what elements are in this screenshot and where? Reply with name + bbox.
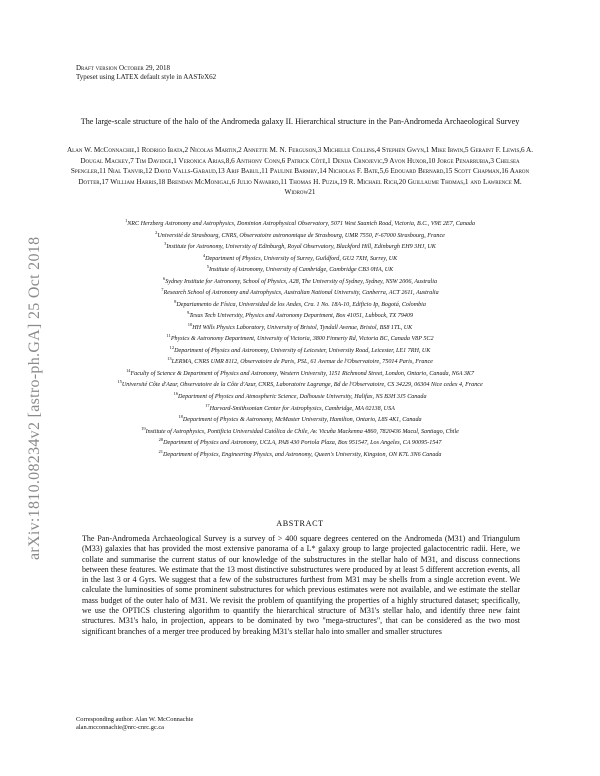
abstract-heading: ABSTRACT	[276, 519, 324, 528]
affiliation-number: 20	[158, 437, 164, 443]
affiliation-text: Department of Physics and Atmospheric Science, Dalhousie University, Halifax, NS B3H 3J5 Canada	[177, 394, 427, 400]
affiliation-text: Departamento de Física, Universidad de los Andes, Cra. 1 No. 18A-10, Edificio Ip, Bogotá, Colombia	[176, 301, 426, 308]
affiliation-number: 19	[141, 425, 146, 431]
typeset-line: Typeset using LATEX default style in AASTeX62	[76, 73, 217, 81]
author-email[interactable]: alan.mcconnachie@nrc-cnrc.gc.ca	[76, 724, 165, 732]
affiliation-item	[68, 378, 532, 390]
draft-line	[76, 64, 216, 73]
affiliation-text: Research School of Astronomy and Astrophysics, Australian National University, Canberra, ACT 2611, Australia	[163, 290, 439, 297]
affiliation-number: 6	[162, 275, 166, 281]
affiliation-item	[68, 425, 532, 437]
affiliation-text: Harvard-Smithsonian Center for Astrophysics, Cambridge, MA 02138, USA	[209, 405, 395, 412]
draft-date: October 29, 2018	[119, 64, 170, 72]
affiliation-text: Institute of Astronomy, University of Cambridge, Cambridge CB3 0HA, UK	[209, 267, 394, 274]
affiliation-item	[68, 436, 532, 448]
affiliation-item	[68, 229, 532, 241]
affiliation-number: 4	[202, 252, 206, 258]
affiliation-number: 10	[187, 321, 193, 327]
affiliation-number: 8	[174, 298, 177, 304]
affiliation-text: NRC Herzberg Astronomy and Astrophysics, Dominion Astrophysical Observatory, 5071 West Saanich Road, Victoria, B.C., V9E 2E7, Canada	[127, 221, 476, 228]
affiliation-text: Institute for Astronomy, University of Edinburgh, Royal Observatory, Blackford Hill, Edinburgh EH9 3HJ, UK	[166, 244, 436, 251]
affiliation-number: 11	[166, 333, 171, 339]
affiliation-text: Faculty of Science & Department of Physics and Astronomy, Western University, 1151 Richmond Street, London, Ontario, Canada, N6A 3K7	[130, 370, 475, 377]
affiliation-number: 15	[117, 379, 122, 385]
affiliation-number: 16	[173, 390, 178, 396]
arxiv-stamp: arXiv:1810.08234v2 [astro-ph.GA] 25 Oct 2018	[26, 236, 43, 560]
affiliation-item	[68, 298, 532, 310]
paper-title: The large-scale structure of the halo of the Andromeda galaxy II. Hierarchical structure in the Pan-Andromeda Archaeological Survey	[80, 117, 520, 126]
abstract-body: The Pan-Andromeda Archaeological Survey is a survey of > 400 square degrees centered on the Andromeda (M31) and Triangulum (M33) galaxies that has provided the most extensive panorama of a L* galaxy group to large projected galactocentric radii. Here, we collate and summarise the current status of our knowledge of the substructures in the stellar halo of M31, and discuss connections between these features. We estimate that the 13 most distinctive substructures were produced by at least 5 different accretion events, all in the last 3 or 4 Gyrs. We suggest that a few of the substructures furthest from M31 may be shells from a single accretion event. We calculate the luminosities of some prominent substructures for which previous estimates were not available, and we estimate the stellar mass budget of the outer halo of M31. We revisit the problem of quantifying the properties of a highly structured dataset; specifically, we use the OPTICS clustering algorithm to quantify the hierarchical structure of M31's stellar halo, and identify three new faint structures. M31's halo, in projection, appears to be dominated by two "mega-structures", that can be considered as the two most significant branches of a merger tree produced by breaking M31's stellar halo into smaller and smaller structures	[82, 534, 520, 636]
footnote-block	[76, 716, 193, 733]
affiliation-text: Institute of Astrophysics, Pontificia Universidad Católica de Chile, Av. Vicuña Mackenna 4860, 7820436 Macul, Santiago, Chile	[145, 428, 459, 435]
affiliation-number: 17	[205, 402, 210, 408]
affiliation-item	[68, 367, 532, 379]
header-block	[76, 64, 216, 82]
draft-label: Draft version	[76, 64, 118, 72]
affiliation-item	[68, 263, 532, 275]
affiliation-number: 13	[167, 356, 172, 362]
affiliation-item	[68, 309, 532, 321]
affiliation-item	[68, 413, 532, 425]
affiliation-text: Sydney Institute for Astronomy, School of Physics, A28, The University of Sydney, Sydney, NSW 2006, Australia	[165, 278, 437, 285]
affiliation-text: Department of Physics and Astronomy, UCLA, PAB 430 Portola Plaza, Box 951547, Los Angeles, CA 90095-1547	[163, 440, 442, 447]
affiliation-item	[68, 217, 532, 229]
affiliation-text: LERMA, CNRS UMR 8112, Observatoire de Paris, PSL, 61 Avenue de l'Observatoire, 75014 Paris, France	[171, 359, 433, 366]
corresponding-author: Corresponding author: Alan W. McConnachie	[76, 716, 194, 723]
affiliation-text: Department of Physics and Astronomy, University of Leicester, University Road, Leicester, LE1 7RH, UK	[174, 347, 431, 354]
affiliation-text: Department of Physics & Astronomy, McMaster University, Hamilton, Ontario, L8S 4K1, Canada	[182, 417, 422, 424]
affiliation-number: 21	[158, 448, 164, 454]
affiliation-item	[68, 321, 532, 333]
affiliation-text: Texas Tech University, Physics and Astronomy Department, Box 41051, Lubbock, TX 79409	[189, 313, 414, 320]
affiliation-item	[68, 344, 532, 356]
affiliation-text: Université de Strasbourg, CNRS, Observatoire astronomique de Strasbourg, UMR 7550, F-67000 Strasbourg, France	[157, 232, 445, 239]
affiliation-number: 18	[178, 414, 183, 420]
affiliation-number: 3	[164, 241, 167, 247]
affiliation-number: 1	[124, 218, 128, 223]
affiliation-item	[68, 275, 532, 287]
affiliation-text: HH Wills Physics Laboratory, University of Bristol, Tyndall Avenue, Bristol, BS8 1TL, UK	[192, 324, 413, 331]
affiliation-number: 7	[161, 287, 164, 293]
affiliation-item	[68, 240, 532, 252]
affiliation-text: Department of Physics, University of Surrey, Guildford, GU2 7XH, Surrey, UK	[205, 255, 398, 262]
affiliation-number: 12	[169, 344, 175, 350]
affiliation-item	[68, 332, 532, 344]
affiliation-item	[68, 390, 532, 402]
affiliation-item	[68, 402, 532, 414]
affiliation-text: Physics & Astronomy Department, University of Victoria, 3800 Finnerty Rd, Victoria BC, Canada V8P 5C2	[170, 336, 434, 343]
author-list: Alan W. McConnachie,1 Rodrigo Ibata,2 Nicolas Martin,2 Annette M. N. Ferguson,3 Michelle Collins,4 Stephen Gwyn,1 Mike Irwin,5 Geraint F. Lewis,6 A. Dougal Mackey,7 Tim Davidge,1 Veronica Arias,8,6 Anthony Conn,6 Patrick Côté,1 Denija Crnojevic,9 Avon Huxor,10 Jorge Penarrubia,3 Chelsea Spengler,11 Nial Tanvir,12 David Valls-Gabaud,13 Arif Babul,11 Pauline Barmby,14 Nicholas F. Bate,5,6 Edouard Bernard,15 Scott Chapman,16 Aaron Dotter,17 William Harris,18 Brendan McMonigal,6 Julio Navarro,11 Thomas H. Puzia,19 R. Michael Rich,20 Guillaume Thomas,1 and Lawrence M. Widrow21	[66, 146, 534, 197]
affiliation-item	[68, 448, 532, 460]
affiliation-number: 5	[206, 264, 210, 270]
affiliation-item	[68, 252, 532, 264]
affiliation-number: 2	[155, 229, 158, 235]
affiliation-number: 14	[125, 367, 131, 373]
affiliation-text: Université Côte d'Azur, Observatoire de la Côte d'Azur, CNRS, Laboratoire Lagrange, Bd de l'Observatoire, CS 34229, 06304 Nice cedex 4, France	[121, 382, 483, 389]
affiliation-item	[68, 286, 532, 298]
affiliation-number: 9	[186, 310, 190, 316]
affiliation-item	[68, 355, 532, 367]
affiliation-text: Department of Physics, Engineering Physics, and Astronomy, Queen's University, Kingston, ON K7L 3N6 Canada	[163, 451, 442, 458]
affiliation-list	[68, 217, 532, 459]
